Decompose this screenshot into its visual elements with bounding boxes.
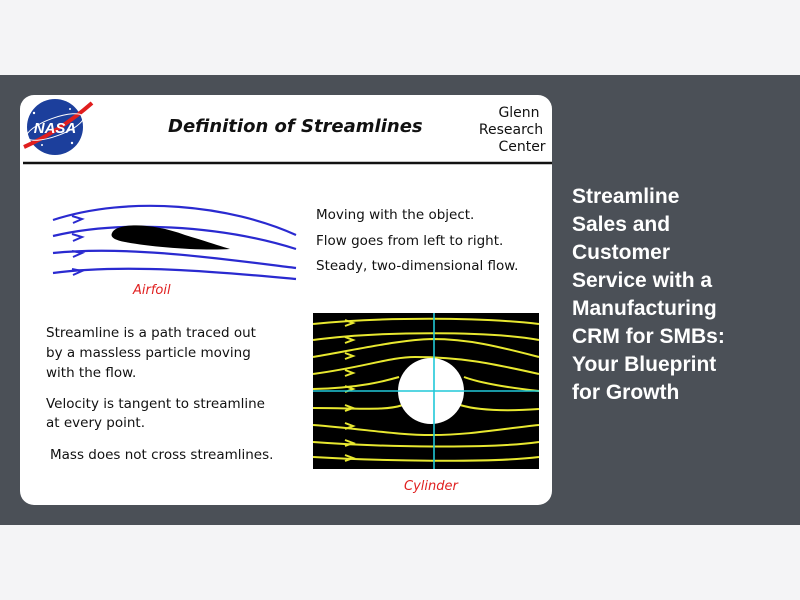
headline-line: Streamline bbox=[572, 185, 680, 208]
nasa-logo-text: NASA bbox=[33, 120, 77, 137]
article-headline bbox=[572, 183, 787, 407]
headline-line: Customer bbox=[572, 241, 671, 264]
headline-line: for Growth bbox=[572, 381, 680, 404]
headline-line: Manufacturing bbox=[572, 297, 717, 320]
cylinder-diagram bbox=[313, 313, 539, 469]
org-line-2: Research bbox=[478, 122, 544, 138]
headline-line: CRM for SMBs: bbox=[572, 325, 725, 348]
headline-line: Service with a bbox=[572, 269, 713, 292]
velocity-line-2: at every point. bbox=[46, 415, 146, 431]
definition-line-3: with the flow. bbox=[46, 365, 137, 381]
figure-title: Definition of Streamlines bbox=[168, 116, 423, 137]
airfoil-shape bbox=[112, 225, 230, 249]
airfoil-label: Airfoil bbox=[133, 283, 171, 298]
velocity-line-1: Velocity is tangent to streamline bbox=[46, 396, 265, 412]
cylinder-label: Cylinder bbox=[404, 479, 458, 494]
airfoil-note-1: Moving with the object. bbox=[316, 207, 475, 223]
org-line-3: Center bbox=[498, 139, 546, 155]
streamlines-figure-card bbox=[20, 95, 552, 505]
airfoil-note-2: Flow goes from left to right. bbox=[316, 233, 504, 249]
mass-line: Mass does not cross streamlines. bbox=[50, 447, 274, 463]
nasa-logo bbox=[24, 99, 92, 155]
streamlines-figure bbox=[20, 95, 552, 505]
org-line-1: Glenn bbox=[498, 105, 540, 121]
definition-line-2: by a massless particle moving bbox=[46, 345, 251, 361]
definition-line-1: Streamline is a path traced out bbox=[46, 325, 256, 341]
hero-banner bbox=[0, 75, 800, 525]
airfoil-note-3: Steady, two-dimensional flow. bbox=[316, 258, 519, 274]
headline-line: Your Blueprint bbox=[572, 353, 717, 376]
headline-line: Sales and bbox=[572, 213, 671, 236]
